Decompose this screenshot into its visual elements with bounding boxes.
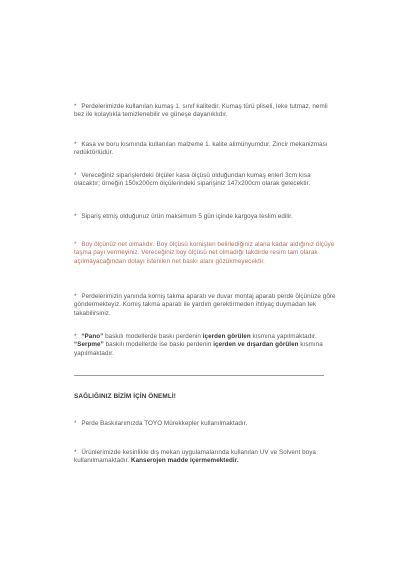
info-text: Perdelerimizin yanında korniş takma aparatı ve duvar montaj aparatı perde ölçünüze göre göndermekteyiz. Korniş takma aparatı ile yardım gerektirmeden ihtiyaç duymadan tek takabilirsiniz. [74, 293, 336, 317]
info-item-fabric [74, 103, 336, 120]
bullet-star: * [74, 213, 77, 220]
info-item-shipping [74, 213, 336, 221]
bullet-star: * [74, 103, 77, 110]
pano-label: “Pano” [81, 333, 104, 340]
section-divider [74, 375, 324, 376]
info-text: kısmına yapılmaktadır. [74, 341, 323, 357]
info-item-print-side [74, 333, 336, 358]
serpme-label: “Serpme” [74, 341, 104, 349]
health-section-title: SAĞLIĞINIZ BİZİM İÇİN ÖNEMLİ! [74, 393, 176, 400]
bullet-star: * [74, 241, 77, 248]
info-text: Perdelerimizde kullanılan kumaş 1. sınıf kalitedir. Kumaş türü pliseli, leke tutmaz, nemli bez ile kolaylıkla temizlenebilir ve güneşe dayanıklıdır. [74, 103, 328, 119]
carcinogen-free-text: Kanserojen madde içermemektedir. [131, 457, 239, 465]
inside-outside-label: içerden ve dışardan görülen [213, 341, 299, 349]
health-item-paint [74, 449, 336, 466]
info-item-material [74, 141, 336, 158]
info-item-height-warning [74, 241, 336, 266]
info-item-mounting [74, 293, 336, 318]
info-item-measurements [74, 172, 336, 189]
bullet-star: * [74, 420, 77, 427]
info-text: Sipariş etmiş olduğunuz ürün maksimum 5 gün içinde kargoya teslim edilir. [81, 213, 293, 220]
info-text: Perde Baskılarımızda TOYO Mürekkepler kullanılmaktadır. [81, 420, 248, 427]
info-text: baskılı modellerde ise baskı perdenin [103, 341, 214, 349]
inside-visible-label: içerden görülen [202, 333, 251, 340]
info-text: Kasa ve boru kısmında kullanılan malzeme 1. kalite alimünyumdur. Zincir mekanizması redüktörlüdür. [74, 141, 328, 157]
info-text: Vereceğiniz siparişlerdeki ölçüler kasa ölçüsü olduğundan kumaş enleri 3cm kısa olacaktır; örneğin 150x200cm ölçülerindeki siparişiniz 147x200cm olarak gelecektir. [74, 172, 311, 188]
warning-text: Boy ölçünüz net olmalıdır. Boy ölçüsü kornişten belirlediğiniz alana kadar aldığınız ölçüye taşma payı vermeyiniz. Vereceğiniz boy ölçüsü net olmadığı takdirde resim tam olarak açılmayacağından dolayı istenilen net baskı alanı gözükmeyecektir. [74, 241, 335, 265]
bullet-star: * [74, 293, 77, 300]
info-text: baskılı modellerde baskı perdenin [103, 333, 203, 340]
info-text: Ürünlerimizde kesinlikle dış mekan uygulamalarında kullanılan UV ve Solvent boya kullanılmamaktadır. [74, 449, 316, 465]
bullet-star: * [74, 449, 77, 456]
health-item-ink [74, 420, 336, 428]
bullet-star: * [74, 172, 77, 179]
bullet-star: * [74, 141, 77, 148]
bullet-star: * [74, 333, 77, 340]
info-text: kısmına yapılmaktadır. [250, 333, 317, 340]
